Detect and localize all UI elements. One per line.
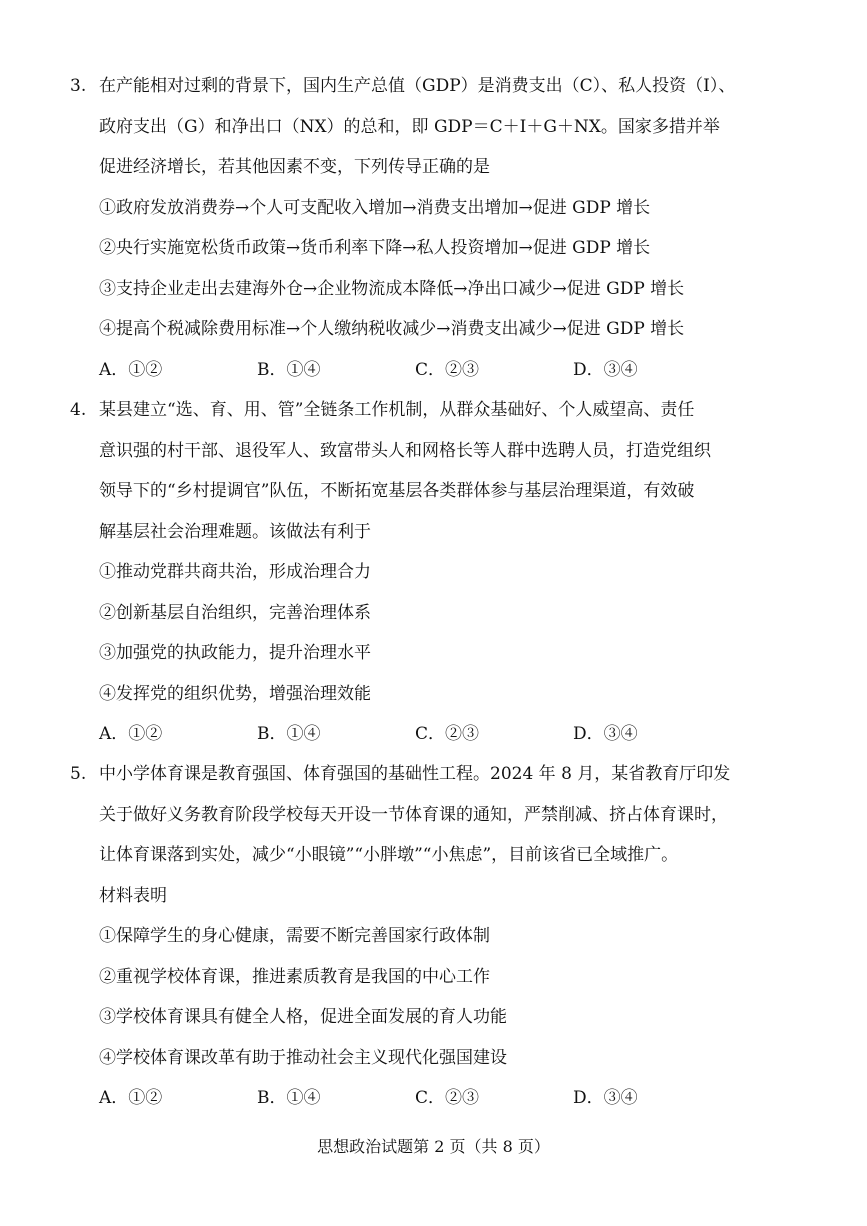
question-stem-line: 领导下的“乡村提调官”队伍，不断拓宽基层各类群体参与基层治理渠道，有效破	[99, 481, 695, 501]
option-3: ③加强党的执政能力，提升治理水平	[99, 643, 371, 663]
question-number: 5.	[70, 764, 87, 784]
answer-c: C．②③	[415, 359, 480, 380]
answer-c: C．②③	[415, 1088, 480, 1108]
question-stem-line: 解基层社会治理难题。该做法有利于	[99, 521, 371, 542]
option-3: ③支持企业走出去建海外仓→企业物流成本降低→净出口减少→促进 GDP 增长	[99, 278, 685, 299]
answer-choices	[70, 350, 750, 391]
question-stem-line: 4. 某县建立“选、育、用、管”全链条工作机制，从群众基础好、个人威望高、责任	[70, 390, 750, 431]
answer-choices	[70, 714, 750, 755]
question-3	[70, 66, 750, 390]
option-1: ①推动党群共商共治，形成治理合力	[99, 562, 371, 582]
answer-b: B．①④	[257, 724, 321, 744]
answer-b: B．①④	[257, 1088, 321, 1108]
question-stem-line: 促进经济增长，若其他因素不变，下列传导正确的是	[99, 157, 490, 177]
answer-d: D．③④	[573, 359, 638, 380]
option-4: ④学校体育课改革有助于推动社会主义现代化强国建设	[99, 1047, 507, 1068]
question-stem-line: 关于做好义务教育阶段学校每天开设一节体育课的通知，严禁削减、挤占体育课时，	[99, 804, 728, 825]
page-footer: 思想政治试题第 2 页（共 8 页）	[317, 1137, 550, 1156]
option-4: ④发挥党的组织优势，增强治理效能	[99, 683, 371, 704]
answer-b: B．①④	[257, 359, 321, 380]
question-stem-line: 5. 中小学体育课是教育强国、体育强国的基础性工程。2024 年 8 月，某省教育厅印发	[70, 754, 750, 795]
option-1: ①保障学生的身心健康，需要不断完善国家行政体制	[99, 926, 490, 946]
option-1: ①政府发放消费券→个人可支配收入增加→消费支出增加→促进 GDP 增长	[99, 197, 651, 218]
question-number: 3.	[70, 76, 87, 96]
option-2: ②重视学校体育课，推进素质教育是我国的中心工作	[99, 966, 490, 987]
question-stem-line: 政府支出（G）和净出口（NX）的总和，即 GDP＝C＋I＋G＋NX。国家多措并举	[99, 116, 720, 137]
option-4: ④提高个税减除费用标准→个人缴纳税收减少→消费支出减少→促进 GDP 增长	[99, 319, 685, 339]
answer-a: A．①②	[99, 359, 163, 380]
answer-a: A．①②	[99, 724, 163, 744]
question-number: 4.	[70, 400, 87, 420]
answer-d: D．③④	[573, 1088, 638, 1108]
answer-a: A．①②	[99, 1088, 163, 1108]
question-5	[70, 754, 750, 1119]
question-stem-line: 让体育课落到实处，减少“小眼镜”“小胖墩”“小焦虑”，目前该省已全域推广。	[99, 845, 679, 865]
question-stem-line: 意识强的村干部、退役军人、致富带头人和网格长等人群中选聘人员，打造党组织	[99, 440, 711, 461]
option-2: ②央行实施宽松货币政策→货币利率下降→私人投资增加→促进 GDP 增长	[99, 238, 651, 258]
option-3: ③学校体育课具有健全人格，促进全面发展的育人功能	[99, 1007, 507, 1027]
question-4	[70, 390, 750, 755]
question-stem-line: 材料表明	[99, 885, 167, 906]
answer-choices	[70, 1078, 750, 1119]
answer-c: C．②③	[415, 724, 480, 744]
answer-d: D．③④	[573, 724, 638, 744]
option-2: ②创新基层自治组织，完善治理体系	[99, 602, 371, 623]
question-stem-line: 3. 在产能相对过剩的背景下，国内生产总值（GDP）是消费支出（C）、私人投资（I）、	[70, 66, 750, 107]
